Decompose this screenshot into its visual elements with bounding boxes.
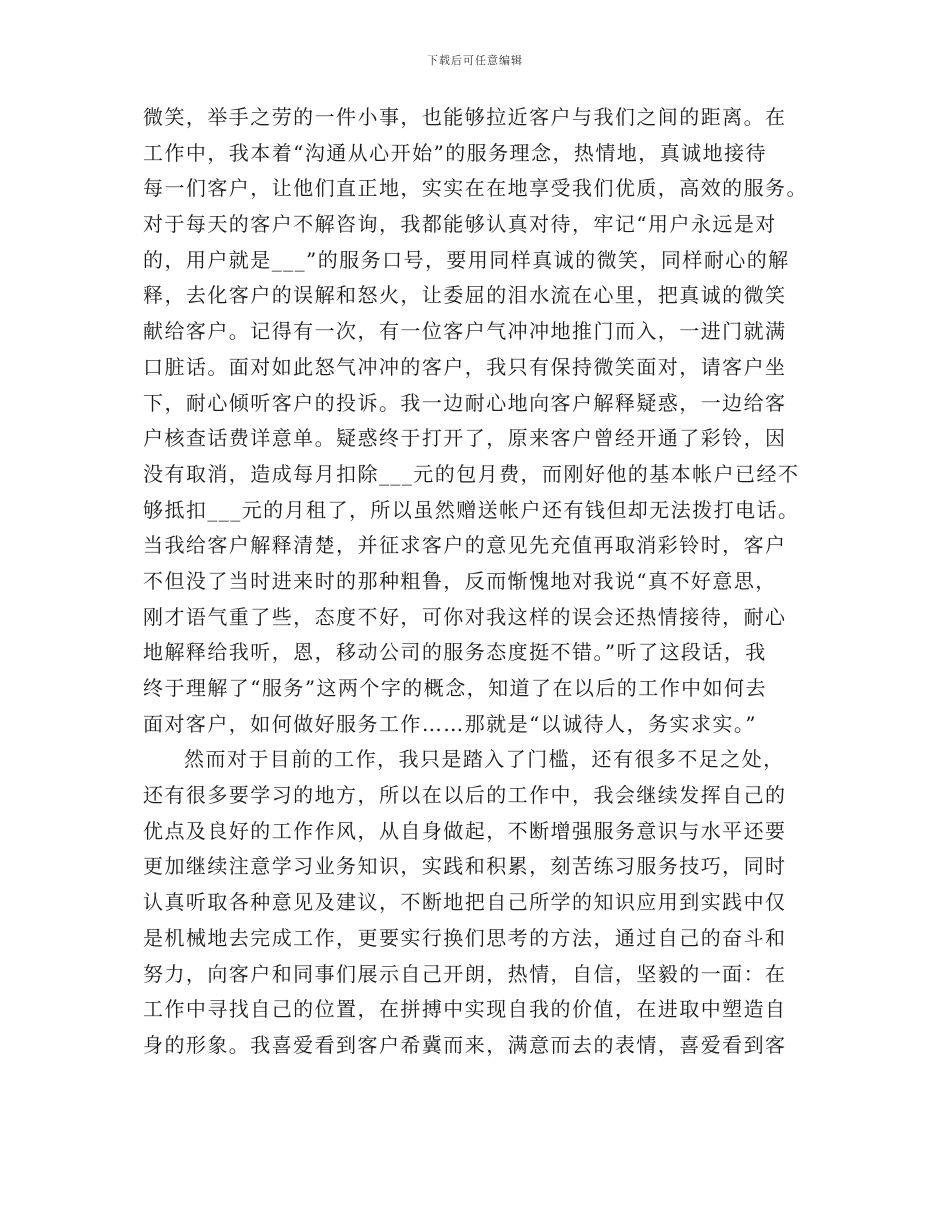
text-line: 户核查话费详意单。疑惑终于打开了，原来客户曾经开通了彩铃，因: [143, 426, 787, 451]
text-line: 努力，向客户和同事们展示自己开朗，热情，自信，坚毅的一面：在: [143, 961, 787, 986]
text-line: 献给客户。记得有一次，有一位客户气冲冲地推门而入，一进门就满: [143, 319, 787, 344]
text-line: 是机械地去完成工作，更要实行换们思考的方法，通过自己的奋斗和: [143, 925, 787, 950]
text-line: 对于每天的客户不解咨询，我都能够认真对待，牢记“用户永远是对: [143, 212, 777, 237]
text-line: 口脏话。面对如此怒气冲冲的客户，我只有保持微笑面对，请客户坐: [143, 354, 787, 379]
document-body: [143, 100, 813, 1064]
text-line: 微笑，举手之劳的一件小事，也能够拉近客户与我们之间的距离。在: [143, 105, 787, 129]
paragraph-first-line: 然而对于目前的工作，我只是踏入了门槛，还有很多不足之处，: [184, 747, 785, 772]
text-line: 终于理解了“服务”这两个字的概念，知道了在以后的工作中如何去: [143, 676, 767, 700]
text-line: 够抵扣___元的月租了，所以虽然赠送帐户还有钱但却无法拨打电话。: [143, 497, 800, 522]
text-line: 没有取消，造成每月扣除___元的包月费，而刚好他的基本帐户已经不: [143, 461, 800, 486]
text-line: 的，用户就是___”的服务口号，要用同样真诚的微笑，同样耐心的解: [143, 247, 790, 272]
text-line: 不但没了当时进来时的那种粗鲁，反而惭愧地对我说“真不好意思，: [143, 568, 777, 593]
text-line: 每一们客户，让他们直正地，实实在在地享受我们优质，高效的服务。: [143, 176, 808, 201]
text-line: 还有很多要学习的地方，所以在以后的工作中，我会继续发挥自己的: [143, 783, 787, 808]
text-line: 更加继续注意学习业务知识，实践和积累，刻苦练习服务技巧，同时: [143, 854, 787, 879]
text-line: 工作中，我本着“沟通从心开始”的服务理念，热情地，真诚地接待: [143, 140, 767, 165]
text-line: 释，去化客户的误解和怒火，让委屈的泪水流在心里，把真诚的微笑: [143, 283, 787, 308]
text-line: 刚才语气重了些，态度不好，可你对我这样的误会还热情接待，耐心: [143, 604, 787, 629]
text-line: 认真听取各种意见及建议，不断地把自己所学的知识应用到实践中仅: [143, 890, 787, 915]
text-line: 优点及良好的工作作风，从自身做起，不断增强服务意识与水平还要: [143, 818, 787, 843]
page-header: 下载后可任意编辑: [427, 54, 523, 67]
text-line: 身的形象。我喜爱看到客户希冀而来，满意而去的表情，喜爱看到客: [143, 1032, 787, 1057]
text-line: 当我给客户解释清楚，并征求客户的意见先充值再取消彩铃时，客户: [143, 533, 787, 558]
text-line: 下，耐心倾听客户的投诉。我一边耐心地向客户解释疑惑，一边给客: [143, 390, 787, 415]
text-line: 工作中寻找自己的位置，在拼搏中实现自我的价值，在进取中塑造自: [143, 997, 787, 1022]
text-line: 面对客户，如何做好服务工作……那就是“以诚待人，务实求实。”: [143, 711, 757, 736]
text-line: 地解释给我听，恩，移动公司的服务态度挺不错。”听了这段话，我: [143, 640, 767, 665]
